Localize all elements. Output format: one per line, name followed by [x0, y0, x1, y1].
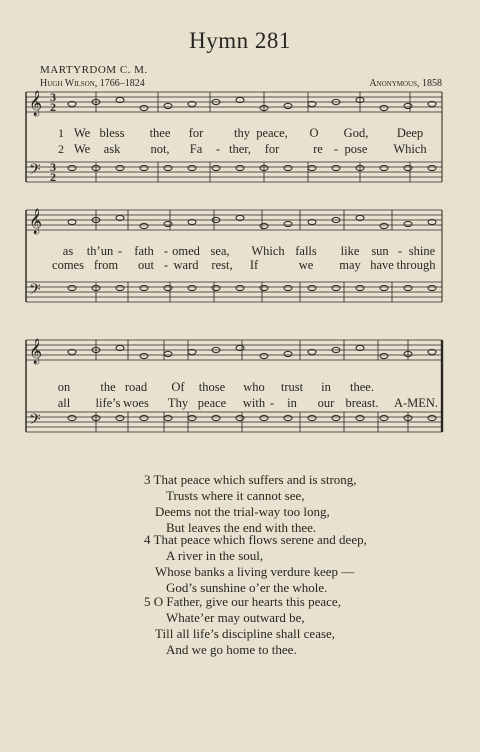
lyric-syllable: -: [333, 142, 339, 156]
stanza-line: A river in the soul,: [166, 548, 264, 563]
lyric-syllable: fath: [134, 244, 154, 258]
stanza-line: Trusts where it cannot see,: [166, 488, 305, 503]
notehead: [380, 223, 388, 228]
lyric-syllable: -: [163, 258, 169, 272]
lyric-syllable: have: [370, 258, 394, 272]
lyric-syllable: trust: [280, 380, 304, 394]
lyric-syllable: on: [57, 380, 71, 394]
lyric-syllable: shine: [408, 244, 436, 258]
notehead: [188, 415, 196, 420]
lyric-syllable: Deep: [396, 126, 424, 140]
stanza-number: 5: [144, 594, 151, 609]
verse-number: 1: [58, 126, 64, 140]
notehead: [428, 165, 436, 170]
hymn-title: Hymn 281: [189, 28, 291, 53]
notehead: [356, 415, 364, 420]
stanza-line: Till all life’s discipline shall cease,: [155, 626, 336, 641]
notehead: [284, 351, 292, 356]
lyric-syllable: as: [62, 244, 74, 258]
notehead: [404, 165, 412, 170]
notehead: [356, 285, 364, 290]
verse-number: 2: [58, 142, 64, 156]
notehead: [308, 415, 316, 420]
lyric-syllable: who: [243, 380, 265, 394]
lyric-syllable: A-MEN.: [393, 396, 439, 410]
bass-clef: 𝄢: [29, 161, 41, 181]
stanza-line: That peace which flows serene and deep,: [153, 532, 367, 547]
lyric-syllable: ther,: [228, 142, 252, 156]
lyric-syllable: -: [117, 244, 123, 258]
lyric-syllable: omed: [172, 244, 200, 258]
notehead: [236, 165, 244, 170]
notehead: [140, 105, 148, 110]
lyric-syllable: bless: [99, 126, 125, 140]
time-signature: 3: [50, 90, 56, 104]
lyric-syllable: rest,: [211, 258, 233, 272]
notehead: [308, 165, 316, 170]
notehead: [332, 165, 340, 170]
notehead: [428, 415, 436, 420]
lyric-syllable: through: [396, 258, 436, 272]
notehead: [380, 165, 388, 170]
lyric-syllable: Thy: [167, 396, 189, 410]
time-signature: 2: [50, 100, 56, 114]
lyric-syllable: thee: [149, 126, 171, 140]
lyric-syllable: with: [242, 396, 266, 410]
lyric-syllable: from: [93, 258, 119, 272]
notehead: [164, 351, 172, 356]
lyric-syllable: -: [397, 244, 403, 258]
notehead: [380, 353, 388, 358]
lyric-syllable: thee.: [350, 380, 374, 394]
notehead: [116, 285, 124, 290]
notehead: [284, 103, 292, 108]
composer-credit: Hugh Wilson, 1766–1824: [40, 78, 145, 89]
notehead: [404, 221, 412, 226]
lyric-syllable: -: [215, 142, 221, 156]
notehead: [212, 165, 220, 170]
lyric-syllable: life’s: [95, 396, 121, 410]
notehead: [68, 415, 76, 420]
stanza-number: 3: [144, 472, 151, 487]
lyric-syllable: the: [100, 380, 116, 394]
lyric-syllable: peace,: [256, 126, 288, 140]
notehead: [260, 353, 268, 358]
notehead: [332, 415, 340, 420]
stanza-line: Whose banks a living verdure keep —: [155, 564, 355, 579]
lyric-syllable: woes: [123, 396, 149, 410]
lyric-syllable: ward: [173, 258, 199, 272]
lyric-syllable: we: [298, 258, 314, 272]
stanza-line: God’s sunshine o’er the whole.: [166, 580, 328, 595]
notehead: [164, 221, 172, 226]
notehead: [236, 285, 244, 290]
notehead: [236, 415, 244, 420]
notehead: [332, 285, 340, 290]
lyric-syllable: th’un: [86, 244, 114, 258]
lyric-syllable: re: [313, 142, 323, 156]
tune-name: MARTYRDOM C. M.: [40, 64, 148, 76]
author-credit: Anonymous, 1858: [369, 78, 442, 89]
notehead: [380, 415, 388, 420]
notehead: [380, 105, 388, 110]
bass-clef: 𝄢: [29, 411, 41, 431]
notehead: [260, 285, 268, 290]
stanza-4: [144, 532, 367, 596]
lyric-syllable: in: [321, 380, 331, 394]
treble-clef: 𝄞: [29, 208, 43, 233]
notehead: [116, 165, 124, 170]
notehead: [164, 285, 172, 290]
notehead: [188, 285, 196, 290]
stanza-3: [144, 472, 357, 536]
notehead: [140, 223, 148, 228]
notehead: [260, 415, 268, 420]
notehead: [284, 415, 292, 420]
stanza-line: Whate’er may outward be,: [166, 610, 305, 625]
time-signature: 2: [50, 170, 56, 184]
notehead: [68, 285, 76, 290]
lyric-syllable: We: [73, 126, 91, 140]
notehead: [164, 103, 172, 108]
notehead: [212, 285, 220, 290]
notehead: [404, 285, 412, 290]
lyric-syllable: If: [249, 258, 259, 272]
lyric-syllable: We: [73, 142, 91, 156]
notehead: [164, 165, 172, 170]
notehead: [428, 285, 436, 290]
lyric-syllable: all: [57, 396, 71, 410]
lyric-syllable: out: [138, 258, 154, 272]
lyric-syllable: sea,: [210, 244, 230, 258]
lyric-syllable: -: [163, 244, 169, 258]
lyric-syllable: like: [340, 244, 360, 258]
lyric-syllable: falls: [295, 244, 317, 258]
notehead: [140, 165, 148, 170]
time-signature: 3: [50, 160, 56, 174]
notehead: [140, 353, 148, 358]
notehead: [284, 221, 292, 226]
lyric-syllable: road: [124, 380, 148, 394]
lyric-syllable: Of: [171, 380, 185, 394]
lyric-syllable: peace: [197, 396, 227, 410]
lyric-syllable: thy: [234, 126, 250, 140]
stanza-line: That peace which suffers and is strong,: [153, 472, 357, 487]
treble-clef: 𝄞: [29, 90, 43, 115]
lyric-syllable: not,: [150, 142, 170, 156]
notehead: [380, 285, 388, 290]
notehead: [140, 285, 148, 290]
notehead: [188, 165, 196, 170]
stanza-line: Deems not the trial-way too long,: [155, 504, 330, 519]
lyric-syllable: for: [188, 126, 204, 140]
notehead: [140, 415, 148, 420]
notehead: [260, 223, 268, 228]
treble-clef: 𝄞: [29, 338, 43, 363]
lyric-syllable: God,: [343, 126, 369, 140]
lyric-syllable: for: [264, 142, 280, 156]
lyric-syllable: those: [198, 380, 226, 394]
stanza-number: 4: [144, 532, 151, 547]
lyric-syllable: may: [339, 258, 361, 272]
lyric-syllable: sun: [371, 244, 389, 258]
lyric-syllable: our: [317, 396, 335, 410]
stanza-5: [144, 594, 341, 658]
notehead: [116, 415, 124, 420]
lyric-syllable: Which: [251, 244, 285, 258]
lyric-syllable: -: [269, 396, 275, 410]
notehead: [68, 165, 76, 170]
lyric-syllable: Fa: [189, 142, 203, 156]
notehead: [284, 165, 292, 170]
notehead: [404, 103, 412, 108]
stanza-line: But leaves the end with thee.: [166, 520, 317, 535]
lyric-syllable: comes: [52, 258, 84, 272]
lyric-syllable: ask: [103, 142, 121, 156]
lyric-syllable: Which: [393, 142, 427, 156]
lyric-syllable: in: [287, 396, 297, 410]
lyric-syllable: pose: [344, 142, 368, 156]
notehead: [284, 285, 292, 290]
notehead: [212, 415, 220, 420]
notehead: [308, 285, 316, 290]
notehead: [164, 415, 172, 420]
lyric-syllable: O: [309, 126, 319, 140]
stanza-line: O Father, give our hearts this peace,: [153, 594, 341, 609]
stanza-line: And we go home to thee.: [166, 642, 297, 657]
lyric-syllable: breast.: [345, 396, 379, 410]
bass-clef: 𝄢: [29, 281, 41, 301]
